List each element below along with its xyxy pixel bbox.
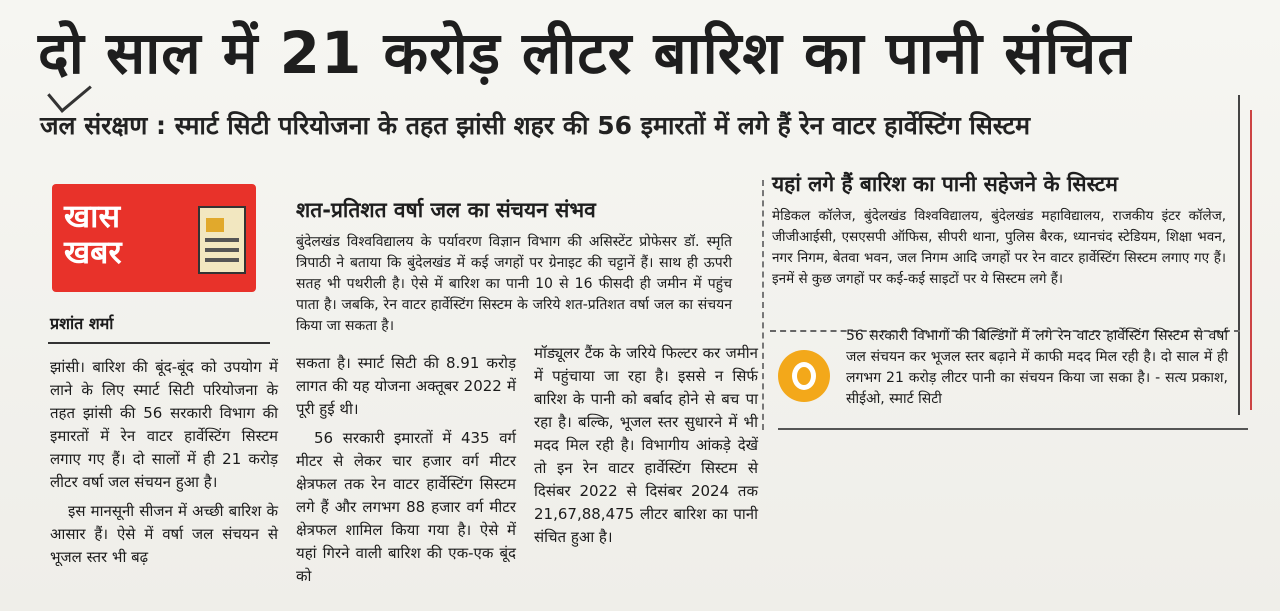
khas-khabar-badge	[52, 184, 256, 292]
column-rule-red	[1250, 110, 1252, 410]
paragraph: मॉड्यूलर टैंक के जरिये फिल्टर कर जमीन में पहुंचाया जा रहा है। इससे न सिर्फ बारिश के पानी को बर्बाद होने से बच पा रहा है। बल्कि, भूजल स्तर सुधारने में भी मदद मिल रही है। विभागीय आंकड़े देखें तो इन रेन वाटर हार्वेस्टिंग सिस्टम से दिसंबर 2022 से दिसंबर 2024 तक 21,67,88,475 लीटर बारिश का पानी संचित हुआ है।	[534, 344, 758, 546]
paragraph: झांसी। बारिश की बूंद-बूंद को उपयोग में लाने के लिए स्मार्ट सिटी परियोजना के तहत झांसी की 56 सरकारी विभाग की इमारतों में रेन वाटर हार्वेस्टिंग सिस्टम लगाए गए हैं। दो सालों में ही 21 करोड़ लीटर वर्षा जल संचयन हुआ है।	[50, 358, 278, 491]
dashed-divider	[762, 180, 764, 430]
divider-bottom	[778, 428, 1248, 430]
paragraph: सकता है। स्मार्ट सिटी की 8.91 करोड़ लागत की यह योजना अक्तूबर 2022 में पूरी हुई थी।	[296, 354, 516, 418]
body-column-3	[534, 342, 758, 555]
badge-text	[64, 198, 122, 270]
badge-line-1: खास	[64, 197, 121, 235]
body-column-1	[50, 356, 278, 575]
byline: प्रशांत शर्मा	[50, 314, 114, 333]
paragraph: इस मानसूनी सीजन में अच्छी बारिश के आसार हैं। ऐसे में वर्षा जल संचयन से भूजल स्तर भी बढ़	[50, 502, 278, 566]
quote-box: 56 सरकारी विभागों की बिल्डिंगों में लगे रेन वाटर हार्वेस्टिंग सिस्टम से वर्षा जल संचयन कर भूजल स्तर बढ़ाने में काफी मदद मिल रही है। दो साल में ही लगभग 21 करोड़ लीटर पानी का संचयन किया जा सका है। - सत्य प्रकाश, सीईओ, स्मार्ट सिटी	[846, 328, 1228, 407]
smart-city-logo-icon	[778, 350, 830, 402]
section-text-1: बुंदेलखंड विश्वविद्यालय के पर्यावरण विज्ञान विभाग की असिस्टेंट प्रोफेसर डॉ. स्मृति त्रिपाठी ने बताया कि बुंदेलखंड में कई जगहों पर ग्रेनाइट की चट्टानें हैं। साथ ही ऊपरी सतह भी पथरीली है। ऐसे में बारिश का पानी 10 से 16 फीसदी ही जमीन में पहुंच पाता है। जबकि, रेन वाटर हार्वेस्टिंग सिस्टम के जरिये शत-प्रतिशत वर्षा जल का संचयन किया जा सकता है।	[296, 234, 732, 334]
headline: दो साल में 21 करोड़ लीटर बारिश का पानी संचित	[38, 19, 1132, 87]
divider	[48, 342, 270, 344]
subheadline: जल संरक्षण : स्मार्ट सिटी परियोजना के तहत झांसी शहर की 56 इमारतों में लगे हैं रेन वाटर हार्वेस्टिंग सिस्टम	[40, 111, 1031, 140]
section-text-2: मेडिकल कॉलेज, बुंदेलखंड विश्वविद्यालय, बुंदेलखंड महाविद्यालय, राजकीय इंटर कॉलेज, जीजीआईसी, एसएसपी ऑफिस, सीपरी थाना, पुलिस बैरक, ध्यानचंद स्टेडियम, शिक्षा भवन, नगर निगम, बेतवा भवन, जल निगम आदि जगहों पर रेन वाटर हार्वेस्टिंग सिस्टम लगाए गए हैं। इनमें से कुछ जगहों पर कई-कई साइटों पर ये सिस्टम लगे हैं।	[772, 208, 1226, 287]
newspaper-icon	[198, 206, 246, 274]
section-title-1: शत-प्रतिशत वर्षा जल का संचयन संभव	[296, 198, 596, 222]
section-title-2: यहां लगे हैं बारिश का पानी सहेजने के सिस्टम	[772, 172, 1118, 196]
column-rule	[1238, 95, 1240, 415]
body-column-2	[296, 352, 516, 594]
paragraph: 56 सरकारी इमारतों में 435 वर्ग मीटर से लेकर चार हजार वर्ग मीटर क्षेत्रफल तक रेन वाटर हार्वेस्टिंग सिस्टम लगे हैं और लगभग 88 हजार वर्ग मीटर क्षेत्रफल शामिल किया गया है। ऐसे में यहां गिरने वाली बारिश की एक-एक बूंद को	[296, 429, 516, 585]
badge-line-2: खबर	[64, 233, 122, 271]
